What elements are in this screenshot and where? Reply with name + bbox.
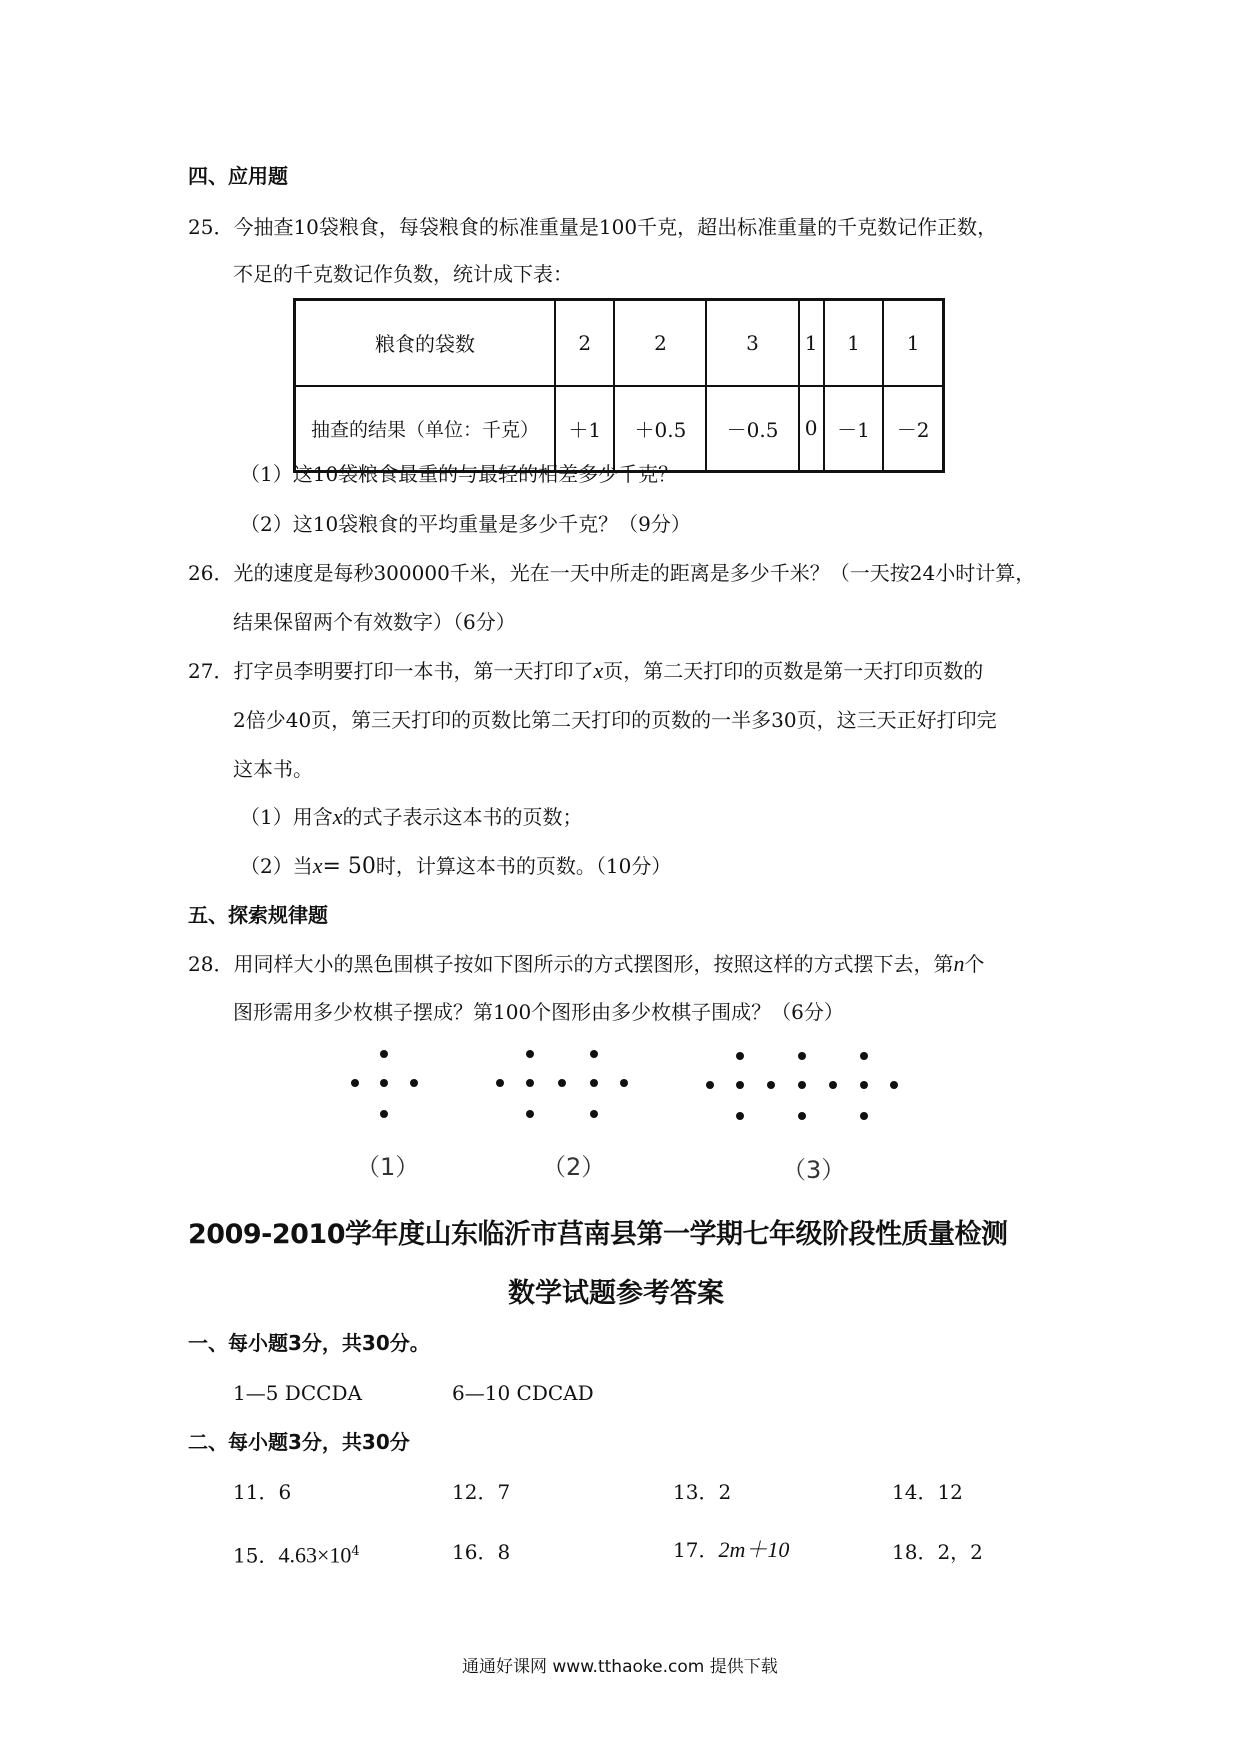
- section-heading-applied: 四、应用题: [188, 164, 288, 188]
- dot: [590, 1110, 598, 1118]
- q28-line2: 图形需用多少枚棋子摆成？第100个图形由多少枚棋子围成？（6分）: [233, 1000, 844, 1024]
- dot: [736, 1081, 744, 1089]
- q26-line2: 结果保留两个有效数字）（6分）: [233, 610, 516, 634]
- q25-line1: 25．今抽查10袋粮食，每袋粮食的标准重量是100千克，超出标准重量的千克数记作正数，: [188, 215, 998, 239]
- q28-line1: [188, 952, 984, 976]
- answer-18: 18．2，2: [892, 1540, 983, 1564]
- q27-line1-b: 页，第二天打印的页数是第一天打印页数的: [603, 659, 984, 683]
- answer-12: 12．7: [452, 1480, 511, 1504]
- dot: [829, 1081, 837, 1089]
- table-row: [295, 300, 944, 386]
- dot: [860, 1052, 868, 1060]
- answer-15-val: 4.63×10: [278, 1542, 352, 1568]
- q25-sub2: （2）这10袋粮食的平均重量是多少千克？（9分）: [240, 512, 691, 536]
- dot: [890, 1081, 898, 1089]
- q27-sub2-b: 时，计算这本书的页数。（10分）: [375, 854, 672, 878]
- answers-part1-b: 6—10 CDCAD: [452, 1381, 594, 1405]
- table-row: [295, 386, 944, 472]
- figure-label-2: （2）: [542, 1153, 606, 1181]
- dot: [736, 1112, 744, 1120]
- footer: 通通好课网 www.tthaoke.com 提供下载: [462, 1657, 778, 1677]
- answers-part1-heading: 一、每小题3分，共30分。: [188, 1331, 430, 1355]
- dot: [860, 1112, 868, 1120]
- figure-label-3: （3）: [782, 1156, 846, 1184]
- dot: [798, 1112, 806, 1120]
- q27-line1-a: 27．打字员李明要打印一本书，第一天打印了: [188, 659, 594, 683]
- answer-11: 11．6: [233, 1480, 292, 1504]
- q27-sub2-eq: = 50: [322, 854, 376, 879]
- dot: [526, 1050, 534, 1058]
- table-cell: 1: [883, 300, 943, 386]
- dot: [767, 1081, 775, 1089]
- dot: [526, 1079, 534, 1087]
- answer-17: [673, 1538, 789, 1562]
- dot: [496, 1079, 504, 1087]
- q25-table: [293, 298, 945, 473]
- answer-15: [233, 1540, 360, 1568]
- q27-line1: [188, 659, 983, 683]
- var-x: x: [332, 804, 343, 829]
- answers-title-line2: 数学试题参考答案: [508, 1278, 724, 1309]
- answers-part1-a: 1—5 DCCDA: [233, 1381, 362, 1405]
- q25-line2: 不足的千克数记作负数，统计成下表：: [233, 262, 573, 286]
- q27-sub1-a: （1）用含: [240, 805, 333, 829]
- dot: [736, 1052, 744, 1060]
- answers-part2-heading: 二、每小题3分，共30分: [188, 1430, 410, 1454]
- q25-sub1: （1）这10袋粮食最重的与最轻的相差多少千克？: [240, 462, 679, 486]
- var-n: n: [953, 951, 965, 976]
- answer-15-exp: 4: [351, 1544, 360, 1559]
- q27-sub1-b: 的式子表示这本书的页数；: [342, 805, 583, 829]
- q27-sub2: [240, 854, 671, 879]
- q27-sub1: [240, 805, 583, 829]
- table-cell: －0.5: [706, 386, 798, 472]
- table-cell: 1: [824, 300, 883, 386]
- table-cell: 2: [555, 300, 614, 386]
- dot: [380, 1110, 388, 1118]
- q27-sub2-a: （2）当: [240, 854, 313, 878]
- q27-line2: 2倍少40页，第三天打印的页数比第二天打印的页数的一半多30页，这三天正好打印完: [233, 708, 997, 732]
- dot: [860, 1081, 868, 1089]
- answer-15-num: 15．: [233, 1543, 279, 1568]
- answer-16: 16．8: [452, 1540, 511, 1564]
- table-cell: －1: [824, 386, 883, 472]
- dot: [798, 1081, 806, 1089]
- table-cell-header: 抽查的结果（单位：千克）: [295, 386, 556, 472]
- answers-title-line1: 2009-2010学年度山东临沂市莒南县第一学期七年级阶段性质量检测: [188, 1219, 1008, 1250]
- answer-17-num: 17．: [673, 1538, 719, 1562]
- section-heading-patterns: 五、探索规律题: [188, 903, 328, 927]
- table-cell: 1: [799, 300, 824, 386]
- table-cell: 0: [799, 386, 824, 472]
- dot: [590, 1050, 598, 1058]
- dot: [620, 1079, 628, 1087]
- dot: [380, 1050, 388, 1058]
- dot: [798, 1052, 806, 1060]
- table-cell: －2: [883, 386, 943, 472]
- dot: [590, 1079, 598, 1087]
- table-cell: ＋0.5: [614, 386, 706, 472]
- answer-13: 13．2: [673, 1480, 732, 1504]
- figure-label-1: （1）: [356, 1153, 420, 1181]
- q27-line3: 这本书。: [233, 757, 313, 781]
- dot: [351, 1079, 359, 1087]
- q28-line1-b: 个: [964, 952, 985, 976]
- q28-line1-a: 28．用同样大小的黑色围棋子按如下图所示的方式摆图形，按照这样的方式摆下去，第: [188, 952, 954, 976]
- table-cell: 3: [706, 300, 798, 386]
- var-x: x: [593, 658, 604, 683]
- table-cell: 2: [614, 300, 706, 386]
- dot: [558, 1079, 566, 1087]
- var-x: x: [312, 853, 323, 878]
- answer-14: 14．12: [892, 1480, 963, 1504]
- dot: [380, 1079, 388, 1087]
- table-cell-header: 粮食的袋数: [295, 300, 556, 386]
- dot: [410, 1079, 418, 1087]
- dot: [526, 1110, 534, 1118]
- q26-line1: 26．光的速度是每秒300000千米，光在一天中所走的距离是多少千米？（一天按24小时计算，: [188, 561, 1036, 585]
- table-cell: ＋1: [555, 386, 614, 472]
- dot: [706, 1081, 714, 1089]
- answer-17-val: 2m＋10: [718, 1537, 790, 1562]
